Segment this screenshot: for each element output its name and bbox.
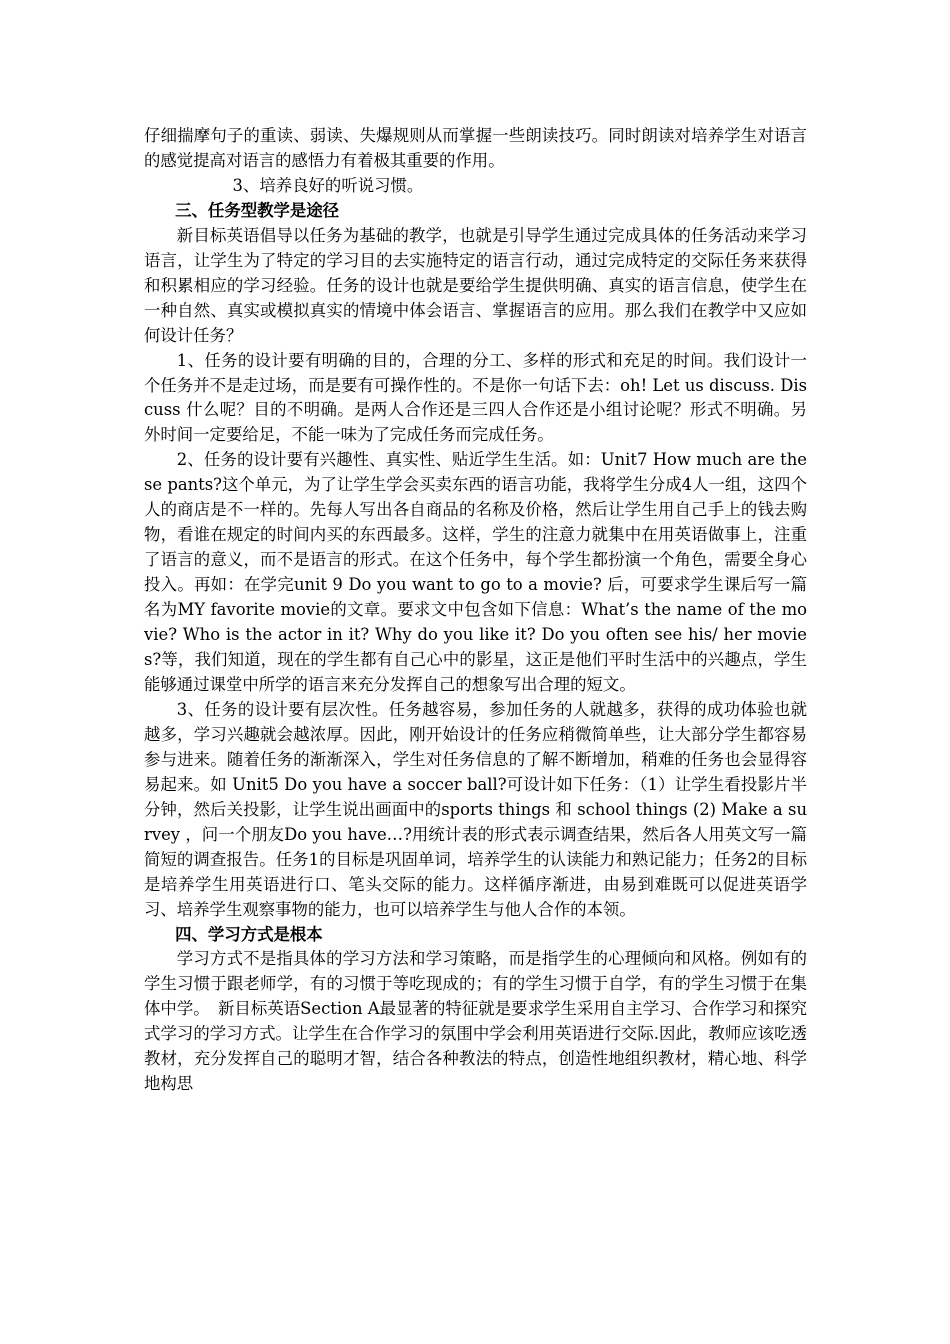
- paragraph-task-point-1: 1、任务的设计要有明确的目的，合理的分工、多样的形式和充足的时间。我们设计一个任务并不是走过场，而是要有可操作性的。不是你一句话下去：oh! Let us discuss. Discuss 什么呢？目的不明确。是两人合作还是三四人合作还是小组讨论呢？形式不明确。另外时间一定要给足，不能一味为了完成任务而完成任务。: [144, 350, 807, 445]
- paragraph-task-point-2: 2、任务的设计要有兴趣性、真实性、贴近学生生活。如：Unit7 How much are these pants?这个单元，为了让学生学会买卖东西的语言功能，我将学生分成4人一组，这四个人的商店是不一样的。先每人写出各自商品的名称及价格，然后让学生用自己手上的钱去购物，看谁在规定的时间内买的东西最多。这样，学生的注意力就集中在用英语做事上，注重了语言的意义，而不是语言的形式。在这个任务中，每个学生都扮演一个角色，需要全身心投入。再如：在学完unit 9 Do you want to go to a movie? 后，可要求学生课后写一篇名为MY favorite movie的文章。要求文中包含如下信息：What’s the name of the movie? Who is the actor in it? Why do you like it? Do you often see his/ her movies?等，我们知道，现在的学生都有自己心中的影星，这正是他们平时生活中的兴趣点，学生能够通过课堂中所学的语言来充分发挥自己的想象写出合理的短文。: [144, 450, 807, 694]
- paragraph-task-intro: 新目标英语倡导以任务为基础的教学，也就是引导学生通过完成具体的任务活动来学习语言，让学生为了特定的学习目的去实施特定的语言行动，通过完成特定的交际任务来获得和积累相应的学习经验。任务的设计也就是要给学生提供明确、真实的语言信息，使学生在一种自然、真实或模拟真实的情境中体会语言、掌握语言的应用。那么我们在教学中又应如何设计任务？: [144, 225, 807, 345]
- section-heading-learning-style: 四、学习方式是根本: [175, 924, 323, 944]
- document-page: [144, 124, 807, 1097]
- paragraph-task-point-3: 3、任务的设计要有层次性。任务越容易，参加任务的人就越多，获得的成功体验也就越多，学习兴趣就会越浓厚。因此，刚开始设计的任务应稍微简单些，让大部分学生都容易参与进来。随着任务的渐渐深入，学生对任务信息的了解不断增加，稍难的任务也会显得容易起来。如 Unit5 Do you have a soccer ball?可设计如下任务：（1）让学生看投影片半分钟，然后关投影，让学生说出画面中的sports things 和 school things (2) Make a survey ，问一个朋友Do you have…?用统计表的形式表示调查结果，然后各人用英文写一篇简短的调查报告。任务1的目标是巩固单词，培养学生的认读能力和熟记能力；任务2的目标是培养学生用英语进行口、笔头交际的能力。这样循序渐进，由易到难既可以促进英语学习、培养学生观察事物的能力，也可以培养学生与他人合作的本领。: [144, 699, 807, 919]
- paragraph-reading-skills: 仔细揣摩句子的重读、弱读、失爆规则从而掌握一些朗读技巧。同时朗读对培养学生对语言的感觉提高对语言的感悟力有着极其重要的作用。: [144, 126, 807, 170]
- section-heading-task-based: 三、任务型教学是途径: [175, 200, 340, 220]
- paragraph-learning-style: 学习方式不是指具体的学习方法和学习策略，而是指学生的心理倾向和风格。例如有的学生习惯于跟老师学，有的习惯于等吃现成的；有的学生习惯于自学，有的学生习惯于在集体中学。 新目标英语Section A最显著的特征就是要求学生采用自主学习、合作学习和探究式学习的学习方式。让学生在合作学习的氛围中学会利用英语进行交际.因此，教师应该吃透教材，充分发挥自己的聪明才智，结合各种教法的特点，创造性地组织教材，精心地、科学地构思: [144, 949, 807, 1094]
- subpoint-listening-habits: 3、培养良好的听说习惯。: [232, 175, 424, 195]
